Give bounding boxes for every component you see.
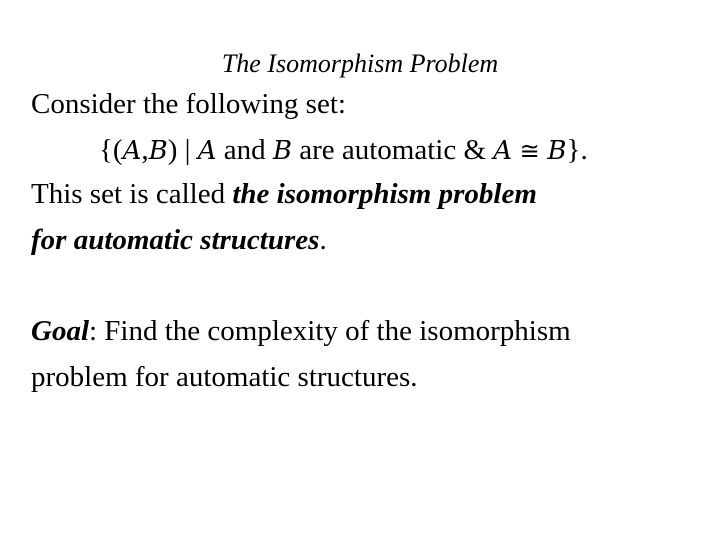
set-close: }.: [566, 134, 588, 166]
definition-line-cont: [31, 222, 327, 258]
var-a: A: [122, 136, 142, 166]
definition-prefix: This set is called: [31, 178, 233, 210]
are-automatic-text: are automatic &: [291, 134, 494, 166]
var-a: A: [493, 136, 513, 166]
definition-suffix: .: [319, 224, 327, 256]
emphasis-term: the isomorphism problem: [232, 178, 537, 210]
goal-line: [31, 313, 571, 349]
set-definition: [99, 132, 588, 169]
isomorphic-symbol: ≅: [512, 137, 548, 165]
set-comma: ,: [141, 134, 149, 166]
slide-title: The Isomorphism Problem: [221, 49, 499, 78]
var-b: B: [272, 136, 292, 166]
intro-line: Consider the following set:: [31, 88, 346, 120]
goal-text: : Find the complexity of the isomorphism: [89, 315, 571, 347]
set-separator: ) |: [167, 134, 198, 166]
var-b: B: [148, 136, 168, 166]
var-b: B: [547, 136, 567, 166]
var-a: A: [197, 136, 217, 166]
set-open: {(: [99, 134, 123, 166]
emphasis-term: for automatic structures: [31, 224, 320, 256]
goal-line-cont: problem for automatic structures.: [31, 361, 418, 393]
goal-label: Goal: [31, 315, 89, 347]
definition-line: [31, 176, 537, 212]
and-text: and: [216, 134, 273, 166]
